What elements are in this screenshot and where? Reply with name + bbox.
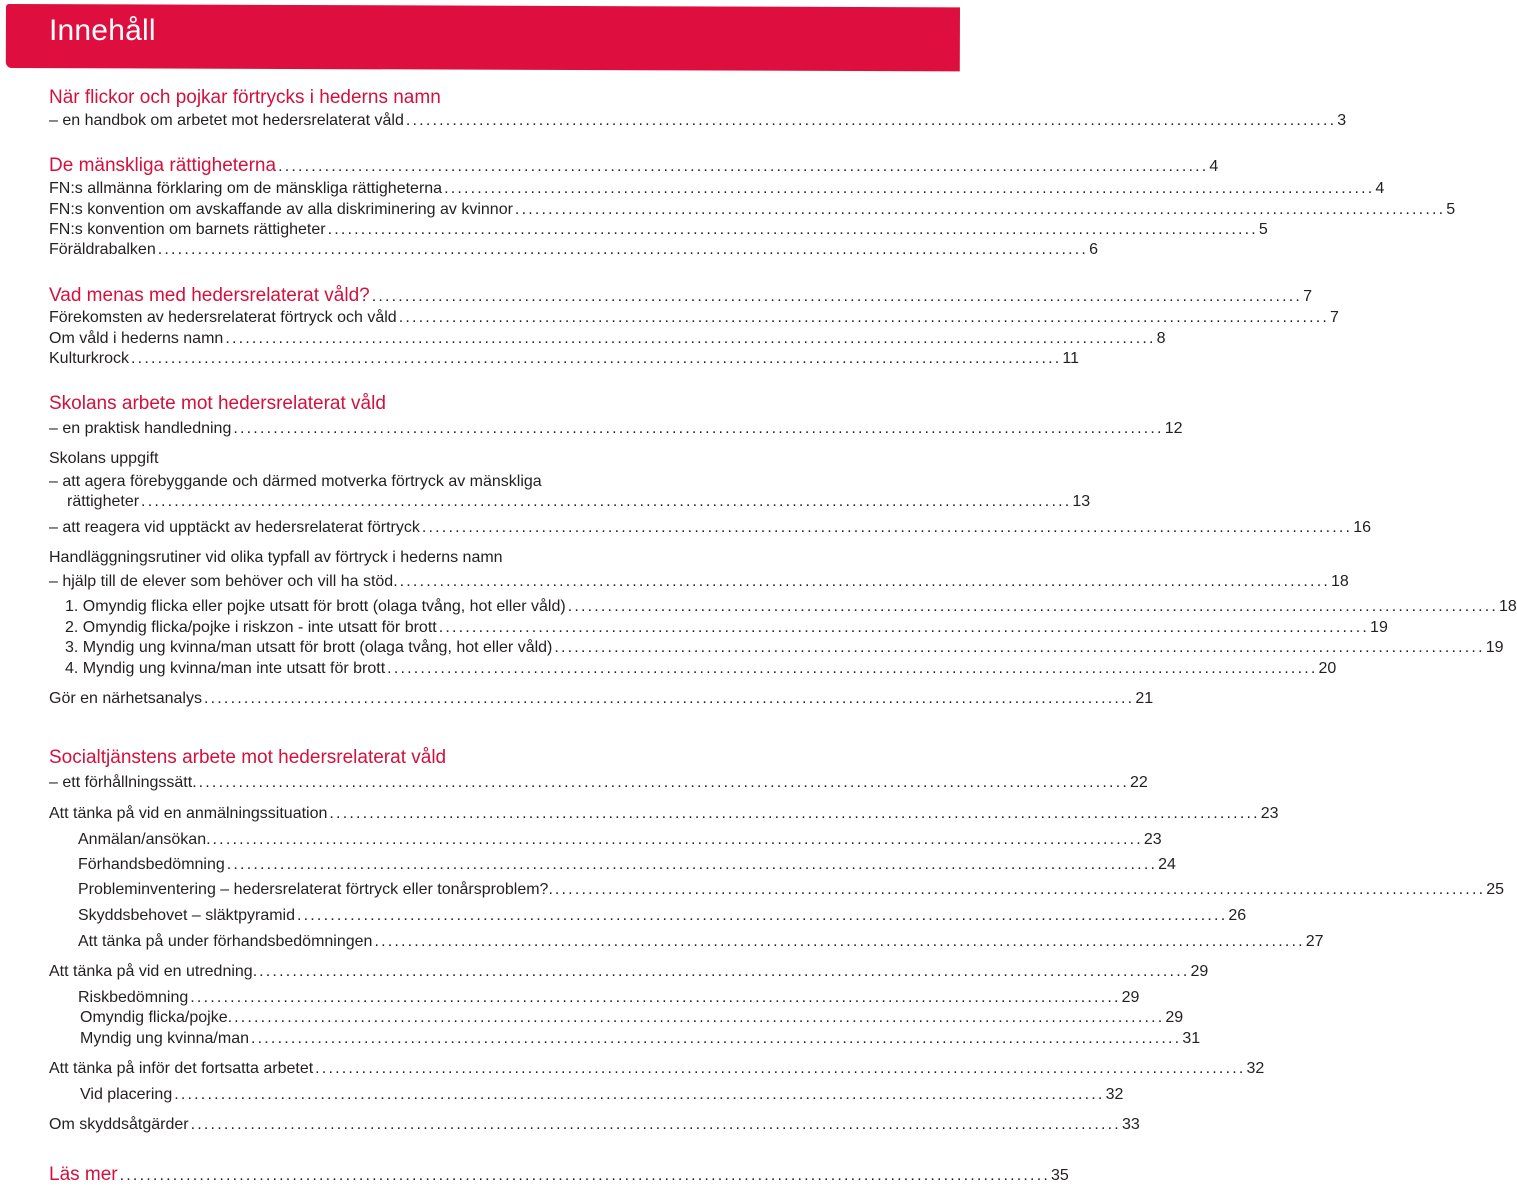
toc-entry-title: Kulturkrock [49,350,130,367]
dot-leader: ............................................................................................................................................ [174,1086,1105,1103]
toc-heading-line: Skolans uppgift [49,450,159,467]
toc-entry-title: FN:s allmänna förklaring om de mänskliga rättigheterna [49,180,443,197]
toc-entry-title: Anmälan/ansökan. [78,831,211,848]
toc-entry-title: – hjälp till de elever som behöver och vill ha stöd. [49,573,398,590]
toc-entry-title: Att tänka på vid en utredning. [49,963,258,980]
dot-leader: ............................................................................................................................................ [190,1116,1121,1133]
toc-page-number: 4 [1209,158,1219,175]
toc-entry[interactable] [49,349,1079,369]
toc-heading-line: – att agera förebyggande och därmed motverka förtryck av mänskliga [49,473,542,490]
toc-page-number: 7 [1330,309,1339,326]
dot-leader: ............................................................................................................................................ [438,619,1370,636]
toc-entry-title: Att tänka på vid en anmälningssituation [49,805,328,822]
toc-entry[interactable] [80,1085,1124,1105]
toc-entry[interactable] [78,932,1324,952]
toc-entry-title: Vid placering [80,1086,173,1103]
toc-page-number: 29 [1121,989,1140,1006]
toc-page-number: 7 [1303,288,1312,305]
toc-page-number: 20 [1318,660,1337,677]
toc-entry[interactable] [80,1029,1201,1049]
dot-leader: ............................................................................................................................................ [119,1167,1050,1184]
toc-entry-title: Föräldrabalken [49,241,156,258]
dot-leader: ............................................................................................................................................ [399,573,1330,590]
toc-entry-title: Skyddsbehovet – släktpyramid [78,907,295,924]
toc-entry[interactable] [78,906,1247,926]
toc-page-number: 3 [1337,112,1347,129]
toc-entry-title: Vad menas med hedersrelaterat våld? [49,285,370,306]
dot-leader: ............................................................................................................................................ [405,112,1337,129]
toc-entry-title: rättigheter [67,493,140,510]
toc-page-number: 33 [1121,1116,1140,1133]
toc-entry[interactable] [78,880,1505,900]
dot-leader: ............................................................................................................................................ [371,288,1303,305]
dot-leader: ............................................................................................................................................ [567,598,1499,615]
toc-entry[interactable] [49,220,1268,240]
toc-entry[interactable] [80,1008,1184,1028]
dot-leader: ............................................................................................................................................ [554,639,1485,656]
toc-entry-title: Riskbedömning [78,989,189,1006]
dot-leader: ............................................................................................................................................ [315,1060,1246,1077]
toc-page-number: 23 [1260,805,1279,822]
dot-leader: ............................................................................................................................................ [514,201,1446,218]
toc-entry[interactable] [78,830,1162,850]
toc-entry[interactable] [49,179,1385,199]
toc-entry-title: FN:s konvention om avskaffande av alla diskriminering av kvinnor [49,201,513,218]
toc-entry[interactable] [49,1163,1069,1188]
dot-leader: ............................................................................................................................................ [259,963,1190,980]
toc-entry-title: Om skyddsåtgärder [49,1116,189,1133]
toc-entry-title: – att reagera vid upptäckt av hedersrelaterat förtryck [49,519,420,536]
toc-page-number: 4 [1375,180,1385,197]
toc-entry[interactable] [49,962,1209,982]
toc-section-heading: Socialtjänstens arbete mot hedersrelaterat våld [49,747,447,768]
dot-leader: ............................................................................................................................................ [233,420,1164,437]
toc-entry-title: Myndig ung kvinna/man [80,1030,249,1047]
toc-entry[interactable] [49,1115,1140,1135]
toc-entry-title: Probleminventering – hedersrelaterat förtryck eller tonårsproblem?. [78,881,553,898]
toc-page-number: 23 [1143,831,1162,848]
dot-leader: ............................................................................................................................................ [554,881,1486,898]
toc-entry[interactable] [49,308,1339,328]
toc-entry-title: 4. Myndig ung kvinna/man inte utsatt för brott [65,660,386,677]
toc-entry[interactable] [49,284,1312,309]
toc-entry-title: – en handbok om arbetet mot hedersrelaterat våld [49,112,404,129]
page-title: Innehåll [49,14,156,47]
dot-leader: ............................................................................................................................................ [421,519,1353,536]
toc-entry[interactable] [67,492,1091,512]
toc-page-number: 31 [1182,1030,1201,1047]
toc-page-number: 24 [1158,856,1176,873]
toc-entry-title: – ett förhållningssätt. [49,774,197,791]
toc-entry[interactable] [49,111,1347,131]
toc-entry[interactable] [78,988,1140,1008]
dot-leader: ............................................................................................................................................ [444,180,1375,197]
toc-entry-title: De mänskliga rättigheterna [49,155,277,176]
toc-page-number: 18 [1499,598,1517,615]
toc-page-number: 8 [1156,330,1166,347]
toc-entry-title: 1. Omyndig flicka eller pojke utsatt för brott (olaga tvång, hot eller våld) [65,598,566,615]
toc-entry-title: Förekomsten av hedersrelaterat förtryck och våld [49,309,397,326]
dot-leader: ............................................................................................................................................ [278,158,1209,175]
toc-page-number: 18 [1330,573,1349,590]
dot-leader: ............................................................................................................................................ [203,690,1135,707]
toc-entry[interactable] [65,597,1517,617]
toc-entry-title: Om våld i hederns namn [49,330,224,347]
toc-entry[interactable] [49,689,1154,709]
toc-page-number: 35 [1050,1167,1069,1184]
toc-page-number: 29 [1165,1009,1184,1026]
toc-section-heading: Skolans arbete mot hedersrelaterat våld [49,393,386,414]
toc-page-number: 5 [1258,221,1268,238]
toc-entry-title: Att tänka på under förhandsbedömningen [78,933,373,950]
dot-leader: ............................................................................................................................................ [387,660,1318,677]
toc-page-number: 12 [1164,420,1183,437]
toc-entry[interactable] [49,419,1183,439]
toc-entry-title: Förhandsbedömning [78,856,225,873]
dot-leader: ............................................................................................................................................ [398,309,1330,326]
toc-section-heading: När flickor och pojkar förtrycks i hederns namn [49,87,441,108]
dot-leader: ............................................................................................................................................ [225,330,1156,347]
toc-page-number: 21 [1135,690,1154,707]
toc-entry[interactable] [49,773,1148,793]
dot-leader: ............................................................................................................................................ [250,1030,1182,1047]
toc-entry[interactable] [78,855,1176,875]
toc-entry-title: Gör en närhetsanalys [49,690,202,707]
toc-entry[interactable] [49,518,1371,538]
toc-entry-title: FN:s konvention om barnets rättigheter [49,221,326,238]
dot-leader: ............................................................................................................................................ [374,933,1305,950]
toc-entry[interactable] [65,638,1504,658]
dot-leader: ............................................................................................................................................ [234,1009,1165,1026]
toc-entry-title: Omyndig flicka/pojke. [80,1009,233,1026]
toc-entry-title: Läs mer [49,1164,118,1185]
dot-leader: ............................................................................................................................................ [212,831,1143,848]
dot-leader: ............................................................................................................................................ [297,907,1228,924]
toc-page-number: 16 [1353,519,1371,536]
toc-page-number: 11 [1062,350,1079,367]
dot-leader: ............................................................................................................................................ [198,774,1129,791]
dot-leader: ............................................................................................................................................ [327,221,1258,238]
toc-entry[interactable] [49,200,1456,220]
dot-leader: ............................................................................................................................................ [226,856,1158,873]
toc-entry[interactable] [49,1059,1265,1079]
dot-leader: ............................................................................................................................................ [157,241,1089,258]
dot-leader: ............................................................................................................................................ [329,805,1260,822]
toc-entry-title: 2. Omyndig flicka/pojke i riskzon - inte utsatt för brott [65,619,437,636]
toc-page-number: 32 [1246,1060,1265,1077]
toc-heading-line: Handläggningsrutiner vid olika typfall av förtryck i hederns namn [49,549,503,566]
toc-entry-title: Att tänka på inför det fortsatta arbetet [49,1060,314,1077]
toc-entry[interactable] [65,618,1388,638]
toc-page-number: 25 [1486,881,1505,898]
toc-entry[interactable] [49,240,1098,260]
toc-page-number: 6 [1089,241,1098,258]
toc-entry[interactable] [49,154,1219,179]
toc-page-number: 19 [1485,639,1504,656]
toc-page-number: 26 [1228,907,1247,924]
toc-entry[interactable] [49,329,1166,349]
toc-page-number: 19 [1370,619,1388,636]
toc-entry[interactable] [65,659,1337,679]
toc-page-number: 32 [1105,1086,1124,1103]
dot-leader: ............................................................................................................................................ [131,350,1062,367]
toc-entry[interactable] [49,572,1349,592]
dot-leader: ............................................................................................................................................ [190,989,1121,1006]
toc-entry[interactable] [49,804,1279,824]
toc-page-number: 29 [1190,963,1209,980]
toc-page-number: 5 [1446,201,1456,218]
toc-page-number: 27 [1305,933,1324,950]
toc-page-number: 13 [1072,493,1091,510]
toc-entry-title: – en praktisk handledning [49,420,232,437]
dot-leader: ............................................................................................................................................ [141,493,1072,510]
toc-page-number: 22 [1129,774,1148,791]
toc-entry-title: 3. Myndig ung kvinna/man utsatt för brott (olaga tvång, hot eller våld) [65,639,553,656]
